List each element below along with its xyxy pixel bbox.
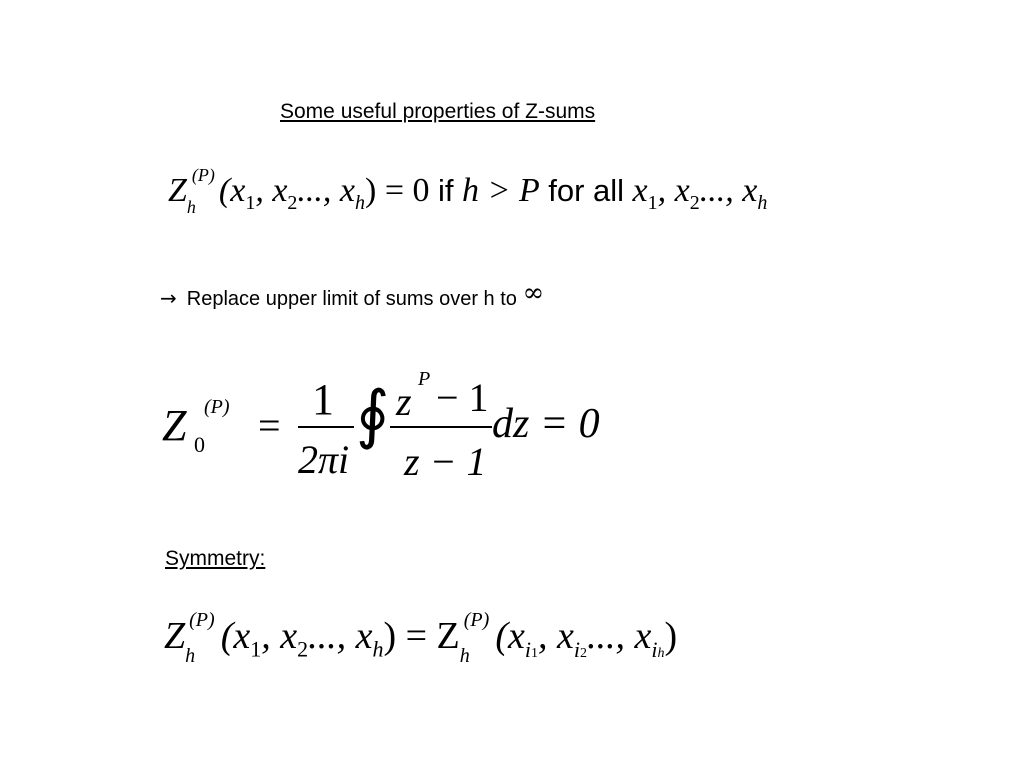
eq1-tail-sub-1: 1 bbox=[647, 191, 658, 214]
eq2-num1: 1 bbox=[312, 375, 334, 424]
eq1-tail-dots-x: ..., x bbox=[699, 172, 758, 209]
slide-title: Some useful properties of Z-sums bbox=[280, 100, 596, 123]
eq1-Z: Z bbox=[168, 172, 187, 209]
eq3-sub-ih: ih bbox=[651, 636, 665, 662]
eq1-comma-x: , x bbox=[255, 172, 288, 209]
eq3-sub-h: h bbox=[185, 645, 196, 667]
eq2-equals: = bbox=[258, 403, 281, 448]
eq3-comma-x2: , x bbox=[537, 615, 574, 657]
eq2-sub-0: 0 bbox=[194, 432, 205, 457]
eq2-num2-P: P bbox=[418, 368, 431, 390]
eq3-mid: ) = Z bbox=[383, 615, 460, 657]
eq1-sub-2: 2 bbox=[287, 191, 298, 214]
eq3-open2: (x bbox=[495, 615, 525, 657]
eq3-comma-x: , x bbox=[261, 615, 298, 657]
eq1-if: if bbox=[438, 173, 454, 208]
eq3-Z: Z bbox=[164, 615, 186, 657]
eq2-num2-z: z bbox=[396, 379, 412, 424]
eq2-fraction-bar-1 bbox=[298, 426, 354, 428]
eq2-num2-tail: − 1 bbox=[436, 375, 489, 420]
eq3-sub-i2: i2 bbox=[573, 636, 587, 662]
eq3-sub-i1: i1 bbox=[524, 636, 538, 662]
eq2-den2: z − 1 bbox=[404, 439, 487, 484]
eq1-dots-x: ..., x bbox=[297, 172, 356, 209]
eq3-dots-x: ..., x bbox=[308, 615, 373, 657]
eq1-args: (x bbox=[218, 172, 246, 209]
eq1-tail-sub-2: 2 bbox=[689, 191, 700, 214]
eq3-dots-x2: ..., x bbox=[586, 615, 652, 657]
eq2-sup-P: (P) bbox=[204, 396, 230, 418]
eq1-sub-1: 1 bbox=[245, 191, 256, 214]
symmetry-label: Symmetry: bbox=[165, 547, 266, 570]
eq3-sub-1: 1 bbox=[250, 636, 262, 662]
eq1-sup-P: (P) bbox=[191, 165, 215, 185]
eq1-sub-h2: h bbox=[355, 191, 366, 214]
equation-vanishing bbox=[168, 165, 768, 217]
eq3-sub-h3: h bbox=[459, 645, 470, 667]
eq3-sub-2: 2 bbox=[297, 636, 309, 662]
eq2-fraction-bar-2 bbox=[390, 426, 492, 428]
contour-integral-icon: ∮ bbox=[356, 379, 390, 450]
eq3-close: ) bbox=[664, 615, 678, 657]
eq3-args: (x bbox=[220, 615, 251, 657]
arrow-right-icon: → bbox=[160, 286, 177, 310]
note-line bbox=[160, 278, 545, 312]
eq1-tail-sub-h: h bbox=[757, 191, 768, 214]
infinity-icon: ∞ bbox=[522, 278, 545, 308]
eq1-tail-x: x bbox=[632, 172, 648, 209]
eq1-tail-comma-x: , x bbox=[657, 172, 690, 209]
equation-symmetry bbox=[164, 609, 678, 667]
eq2-dz: dz = 0 bbox=[492, 401, 600, 447]
eq2-Z: Z bbox=[162, 401, 187, 450]
eq1-rhs: ) = 0 bbox=[365, 172, 430, 209]
eq1-condition: h > P bbox=[462, 172, 540, 209]
eq2-den1: 2πi bbox=[298, 437, 350, 482]
eq3-sub-h2: h bbox=[372, 636, 384, 662]
note-text: Replace upper limit of sums over h to bbox=[186, 288, 517, 310]
eq1-for-all: for all bbox=[548, 173, 625, 208]
eq3-sup-P2: (P) bbox=[463, 609, 490, 631]
eq3-sup-P: (P) bbox=[189, 609, 215, 631]
eq1-sub-h: h bbox=[186, 197, 196, 217]
